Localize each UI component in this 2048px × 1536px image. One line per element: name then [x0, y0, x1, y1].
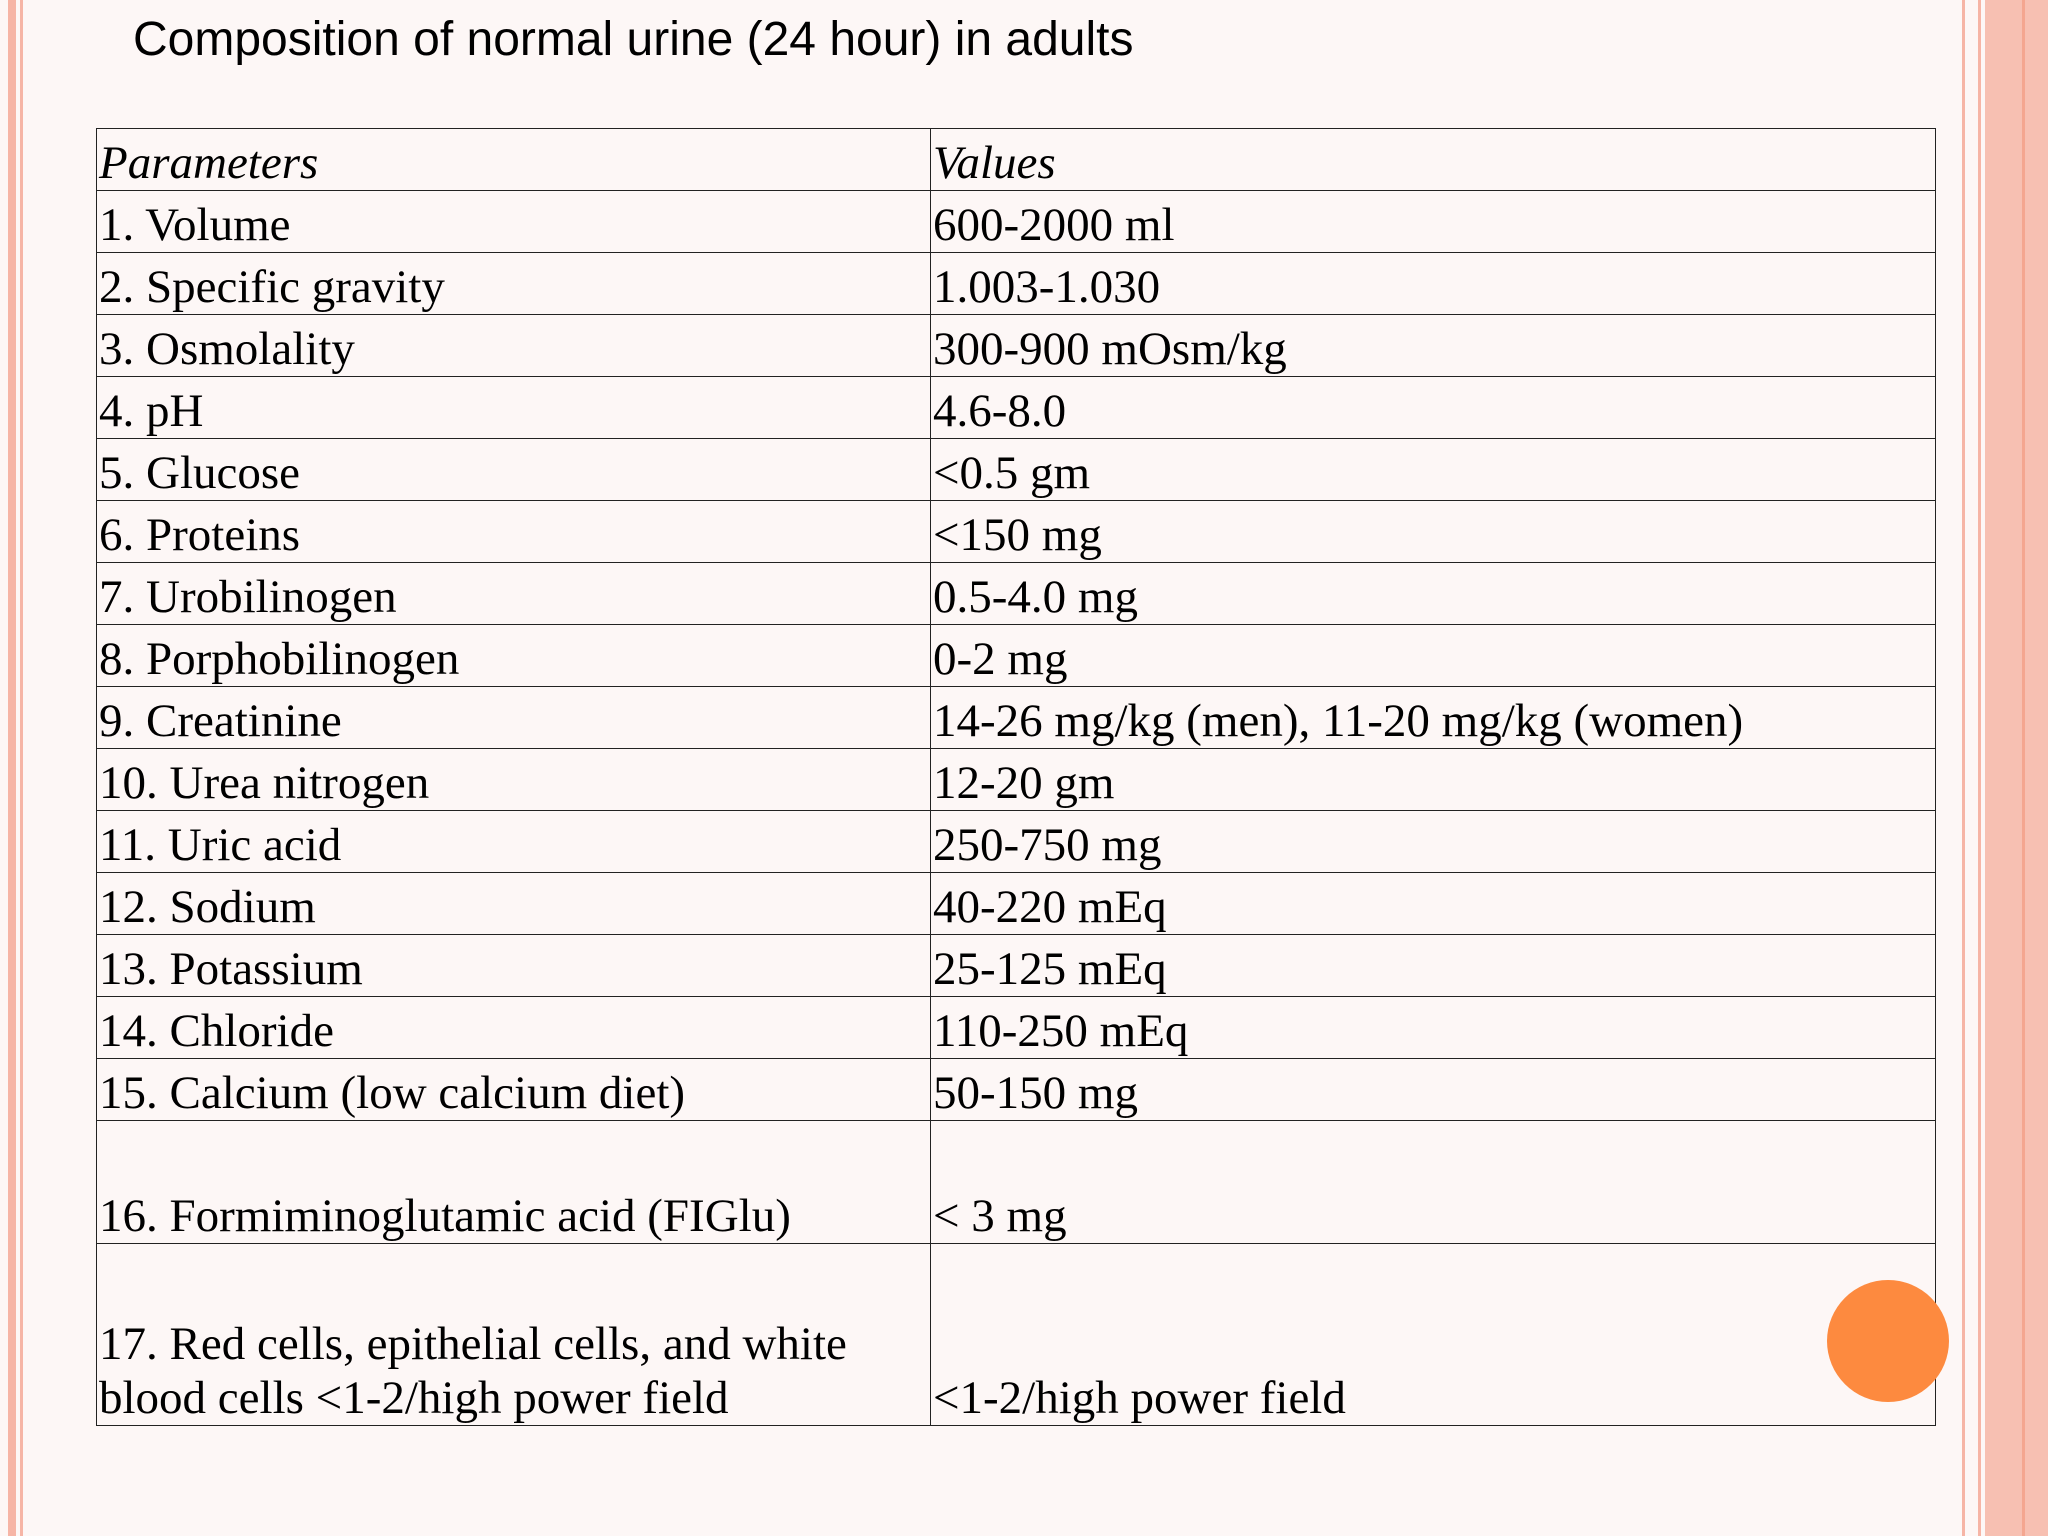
- urine-composition-table: [96, 128, 1936, 1426]
- parameter-cell: 7. Urobilinogen: [97, 563, 931, 625]
- parameter-cell: 12. Sodium: [97, 873, 931, 935]
- value-cell: 25-125 mEq: [931, 935, 1936, 997]
- value-cell: 0-2 mg: [931, 625, 1936, 687]
- table-row: [97, 501, 1936, 563]
- slide-border-left-inner: [20, 0, 23, 1536]
- value-cell: 300-900 mOsm/kg: [931, 315, 1936, 377]
- slide-border-left: [8, 0, 16, 1536]
- slide-border-right-band: [1985, 0, 2048, 1536]
- value-cell: 1.003-1.030: [931, 253, 1936, 315]
- table-row: [97, 1121, 1936, 1244]
- parameter-cell: 17. Red cells, epithelial cells, and white blood cells <1-2/high power field: [97, 1244, 931, 1426]
- header-values: Values: [931, 129, 1936, 191]
- value-cell: <150 mg: [931, 501, 1936, 563]
- value-cell: 40-220 mEq: [931, 873, 1936, 935]
- slide-border-right-line-2: [1978, 0, 1981, 1536]
- parameter-cell: 2. Specific gravity: [97, 253, 931, 315]
- parameter-cell: 13. Potassium: [97, 935, 931, 997]
- slide-title: Composition of normal urine (24 hour) in adults: [133, 13, 1134, 66]
- value-cell: <0.5 gm: [931, 439, 1936, 501]
- table-row: [97, 997, 1936, 1059]
- decorative-orange-circle: [1827, 1280, 1949, 1402]
- parameter-cell: 15. Calcium (low calcium diet): [97, 1059, 931, 1121]
- parameter-cell: 6. Proteins: [97, 501, 931, 563]
- parameter-cell: 8. Porphobilinogen: [97, 625, 931, 687]
- table-row: [97, 811, 1936, 873]
- value-cell: 250-750 mg: [931, 811, 1936, 873]
- table-row: [97, 935, 1936, 997]
- parameter-cell: 3. Osmolality: [97, 315, 931, 377]
- parameter-cell: 4. pH: [97, 377, 931, 439]
- parameter-cell: 5. Glucose: [97, 439, 931, 501]
- value-cell: 0.5-4.0 mg: [931, 563, 1936, 625]
- table-row: [97, 687, 1936, 749]
- table-row: [97, 873, 1936, 935]
- table-row: [97, 439, 1936, 501]
- table-row: [97, 315, 1936, 377]
- table-row: [97, 1059, 1936, 1121]
- parameter-cell: 1. Volume: [97, 191, 931, 253]
- parameter-cell: 16. Formiminoglutamic acid (FIGlu): [97, 1121, 931, 1244]
- value-cell: 14-26 mg/kg (men), 11-20 mg/kg (women): [931, 687, 1936, 749]
- table-row: [97, 191, 1936, 253]
- value-cell: 4.6-8.0: [931, 377, 1936, 439]
- table-header-row: [97, 129, 1936, 191]
- value-cell: 600-2000 ml: [931, 191, 1936, 253]
- parameter-cell: 11. Uric acid: [97, 811, 931, 873]
- value-cell: < 3 mg: [931, 1121, 1936, 1244]
- value-cell: <1-2/high power field: [931, 1244, 1936, 1426]
- parameter-cell: 9. Creatinine: [97, 687, 931, 749]
- header-parameters: Parameters: [97, 129, 931, 191]
- value-cell: 50-150 mg: [931, 1059, 1936, 1121]
- table-row: [97, 625, 1936, 687]
- table-row: [97, 1244, 1936, 1426]
- slide-border-right-band-line: [2022, 0, 2025, 1536]
- value-cell: 12-20 gm: [931, 749, 1936, 811]
- parameter-cell: 14. Chloride: [97, 997, 931, 1059]
- table-row: [97, 749, 1936, 811]
- table-row: [97, 377, 1936, 439]
- table-row: [97, 563, 1936, 625]
- slide-border-right-line-1: [1962, 0, 1965, 1536]
- parameter-cell: 10. Urea nitrogen: [97, 749, 931, 811]
- value-cell: 110-250 mEq: [931, 997, 1936, 1059]
- table-row: [97, 253, 1936, 315]
